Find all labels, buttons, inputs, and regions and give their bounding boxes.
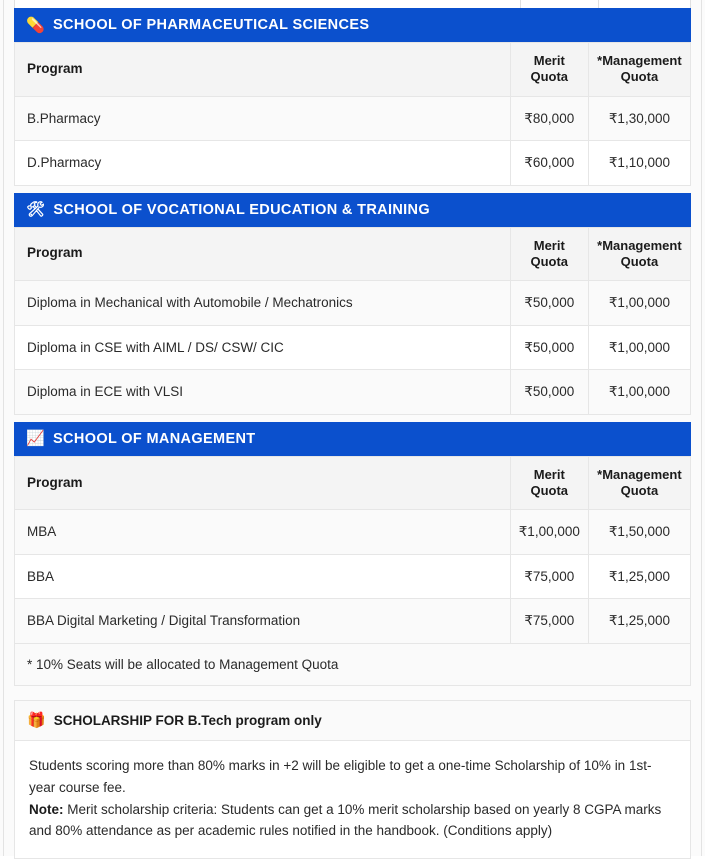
column-header-program: Program [15, 227, 511, 281]
management-quota-line2: Quota [620, 69, 659, 85]
section-header-management [14, 422, 691, 456]
table-header-row [15, 43, 691, 97]
pill-icon: 💊 [26, 16, 46, 34]
table-row [15, 96, 691, 141]
section-header-vocational-education-training [14, 193, 691, 227]
fee-table-management [14, 456, 691, 644]
cell-program: D.Pharmacy [15, 141, 511, 186]
table-row [15, 599, 691, 644]
management-quota-line1: *Management [597, 466, 682, 482]
cell-merit-quota: ₹50,000 [510, 281, 588, 326]
gift-icon: 🎁 [27, 711, 46, 729]
chart-increasing-icon: 📈 [26, 430, 46, 448]
table-row [15, 554, 691, 599]
cell-management-quota: ₹1,25,000 [588, 554, 690, 599]
merit-quota-line1: Merit [533, 237, 565, 253]
column-header-merit-quota [510, 456, 588, 510]
column-header-management-quota [588, 456, 690, 510]
scholarship-heading: SCHOLARSHIP FOR B.Tech program only [53, 712, 322, 728]
column-divider [520, 0, 521, 8]
scholarship-note-label: Note: [29, 801, 64, 817]
column-divider [598, 0, 599, 8]
scholarship-body [14, 741, 691, 859]
scholarship-note-text: Merit scholarship criteria: Students can get a 10% merit scholarship based on yearly 8 CGPA marks and 80% attendance as per academic rules notified in the handbook. (Conditions apply) [29, 801, 662, 839]
management-quota-footnote: * 10% Seats will be allocated to Management Quota [14, 644, 691, 686]
table-header-row [15, 456, 691, 510]
merit-quota-line2: Quota [530, 69, 569, 85]
fee-table-pharmaceutical-sciences [14, 42, 691, 186]
cell-program: BBA [15, 554, 511, 599]
table-row [15, 141, 691, 186]
column-header-program: Program [15, 43, 511, 97]
cell-management-quota: ₹1,10,000 [588, 141, 690, 186]
cell-management-quota: ₹1,50,000 [588, 510, 690, 555]
cell-management-quota: ₹1,00,000 [588, 281, 690, 326]
column-header-merit-quota [510, 227, 588, 281]
section-gap [4, 415, 701, 422]
cell-merit-quota: ₹80,000 [510, 96, 588, 141]
column-header-merit-quota [510, 43, 588, 97]
section-gap [4, 186, 701, 193]
table-header-row [15, 227, 691, 281]
merit-quota-line1: Merit [533, 466, 565, 482]
cell-program: Diploma in Mechanical with Automobile / Mechatronics [15, 281, 511, 326]
management-quota-line2: Quota [620, 253, 659, 269]
table-row [15, 281, 691, 326]
scholarship-header [14, 700, 691, 741]
section-title: SCHOOL OF VOCATIONAL EDUCATION & TRAINING [53, 201, 430, 218]
cell-merit-quota: ₹50,000 [510, 370, 588, 415]
partial-table-row-top [14, 0, 691, 8]
fee-table-vocational-education-training [14, 227, 691, 415]
cell-merit-quota: ₹75,000 [510, 599, 588, 644]
column-header-program: Program [15, 456, 511, 510]
management-quota-line1: *Management [597, 237, 682, 253]
column-header-management-quota [588, 227, 690, 281]
cell-program: BBA Digital Marketing / Digital Transformation [15, 599, 511, 644]
cell-program: B.Pharmacy [15, 96, 511, 141]
cell-management-quota: ₹1,30,000 [588, 96, 690, 141]
cell-program: Diploma in ECE with VLSI [15, 370, 511, 415]
table-row [15, 325, 691, 370]
cell-management-quota: ₹1,00,000 [588, 325, 690, 370]
merit-quota-line2: Quota [530, 482, 569, 498]
cell-management-quota: ₹1,00,000 [588, 370, 690, 415]
section-header-pharmaceutical-sciences [14, 8, 691, 42]
merit-quota-line1: Merit [533, 53, 565, 68]
section-title: SCHOOL OF PHARMACEUTICAL SCIENCES [53, 17, 370, 33]
cell-merit-quota: ₹75,000 [510, 554, 588, 599]
scholarship-paragraph: Students scoring more than 80% marks in +2 will be eligible to get a one-time Scholarship of 10% in 1st-year course fee. [29, 757, 652, 795]
management-quota-line1: *Management [597, 53, 682, 68]
management-quota-line2: Quota [620, 482, 659, 498]
section-title: SCHOOL OF MANAGEMENT [53, 430, 256, 447]
hammer-and-wrench-icon: 🛠 [26, 201, 46, 219]
cell-merit-quota: ₹1,00,000 [510, 510, 588, 555]
table-row [15, 370, 691, 415]
cell-merit-quota: ₹50,000 [510, 325, 588, 370]
section-gap [4, 686, 701, 700]
table-row [15, 510, 691, 555]
cell-management-quota: ₹1,25,000 [588, 599, 690, 644]
cell-merit-quota: ₹60,000 [510, 141, 588, 186]
cell-program: Diploma in CSE with AIML / DS/ CSW/ CIC [15, 325, 511, 370]
cell-program: MBA [15, 510, 511, 555]
merit-quota-line2: Quota [530, 253, 569, 269]
column-header-management-quota [588, 43, 690, 97]
